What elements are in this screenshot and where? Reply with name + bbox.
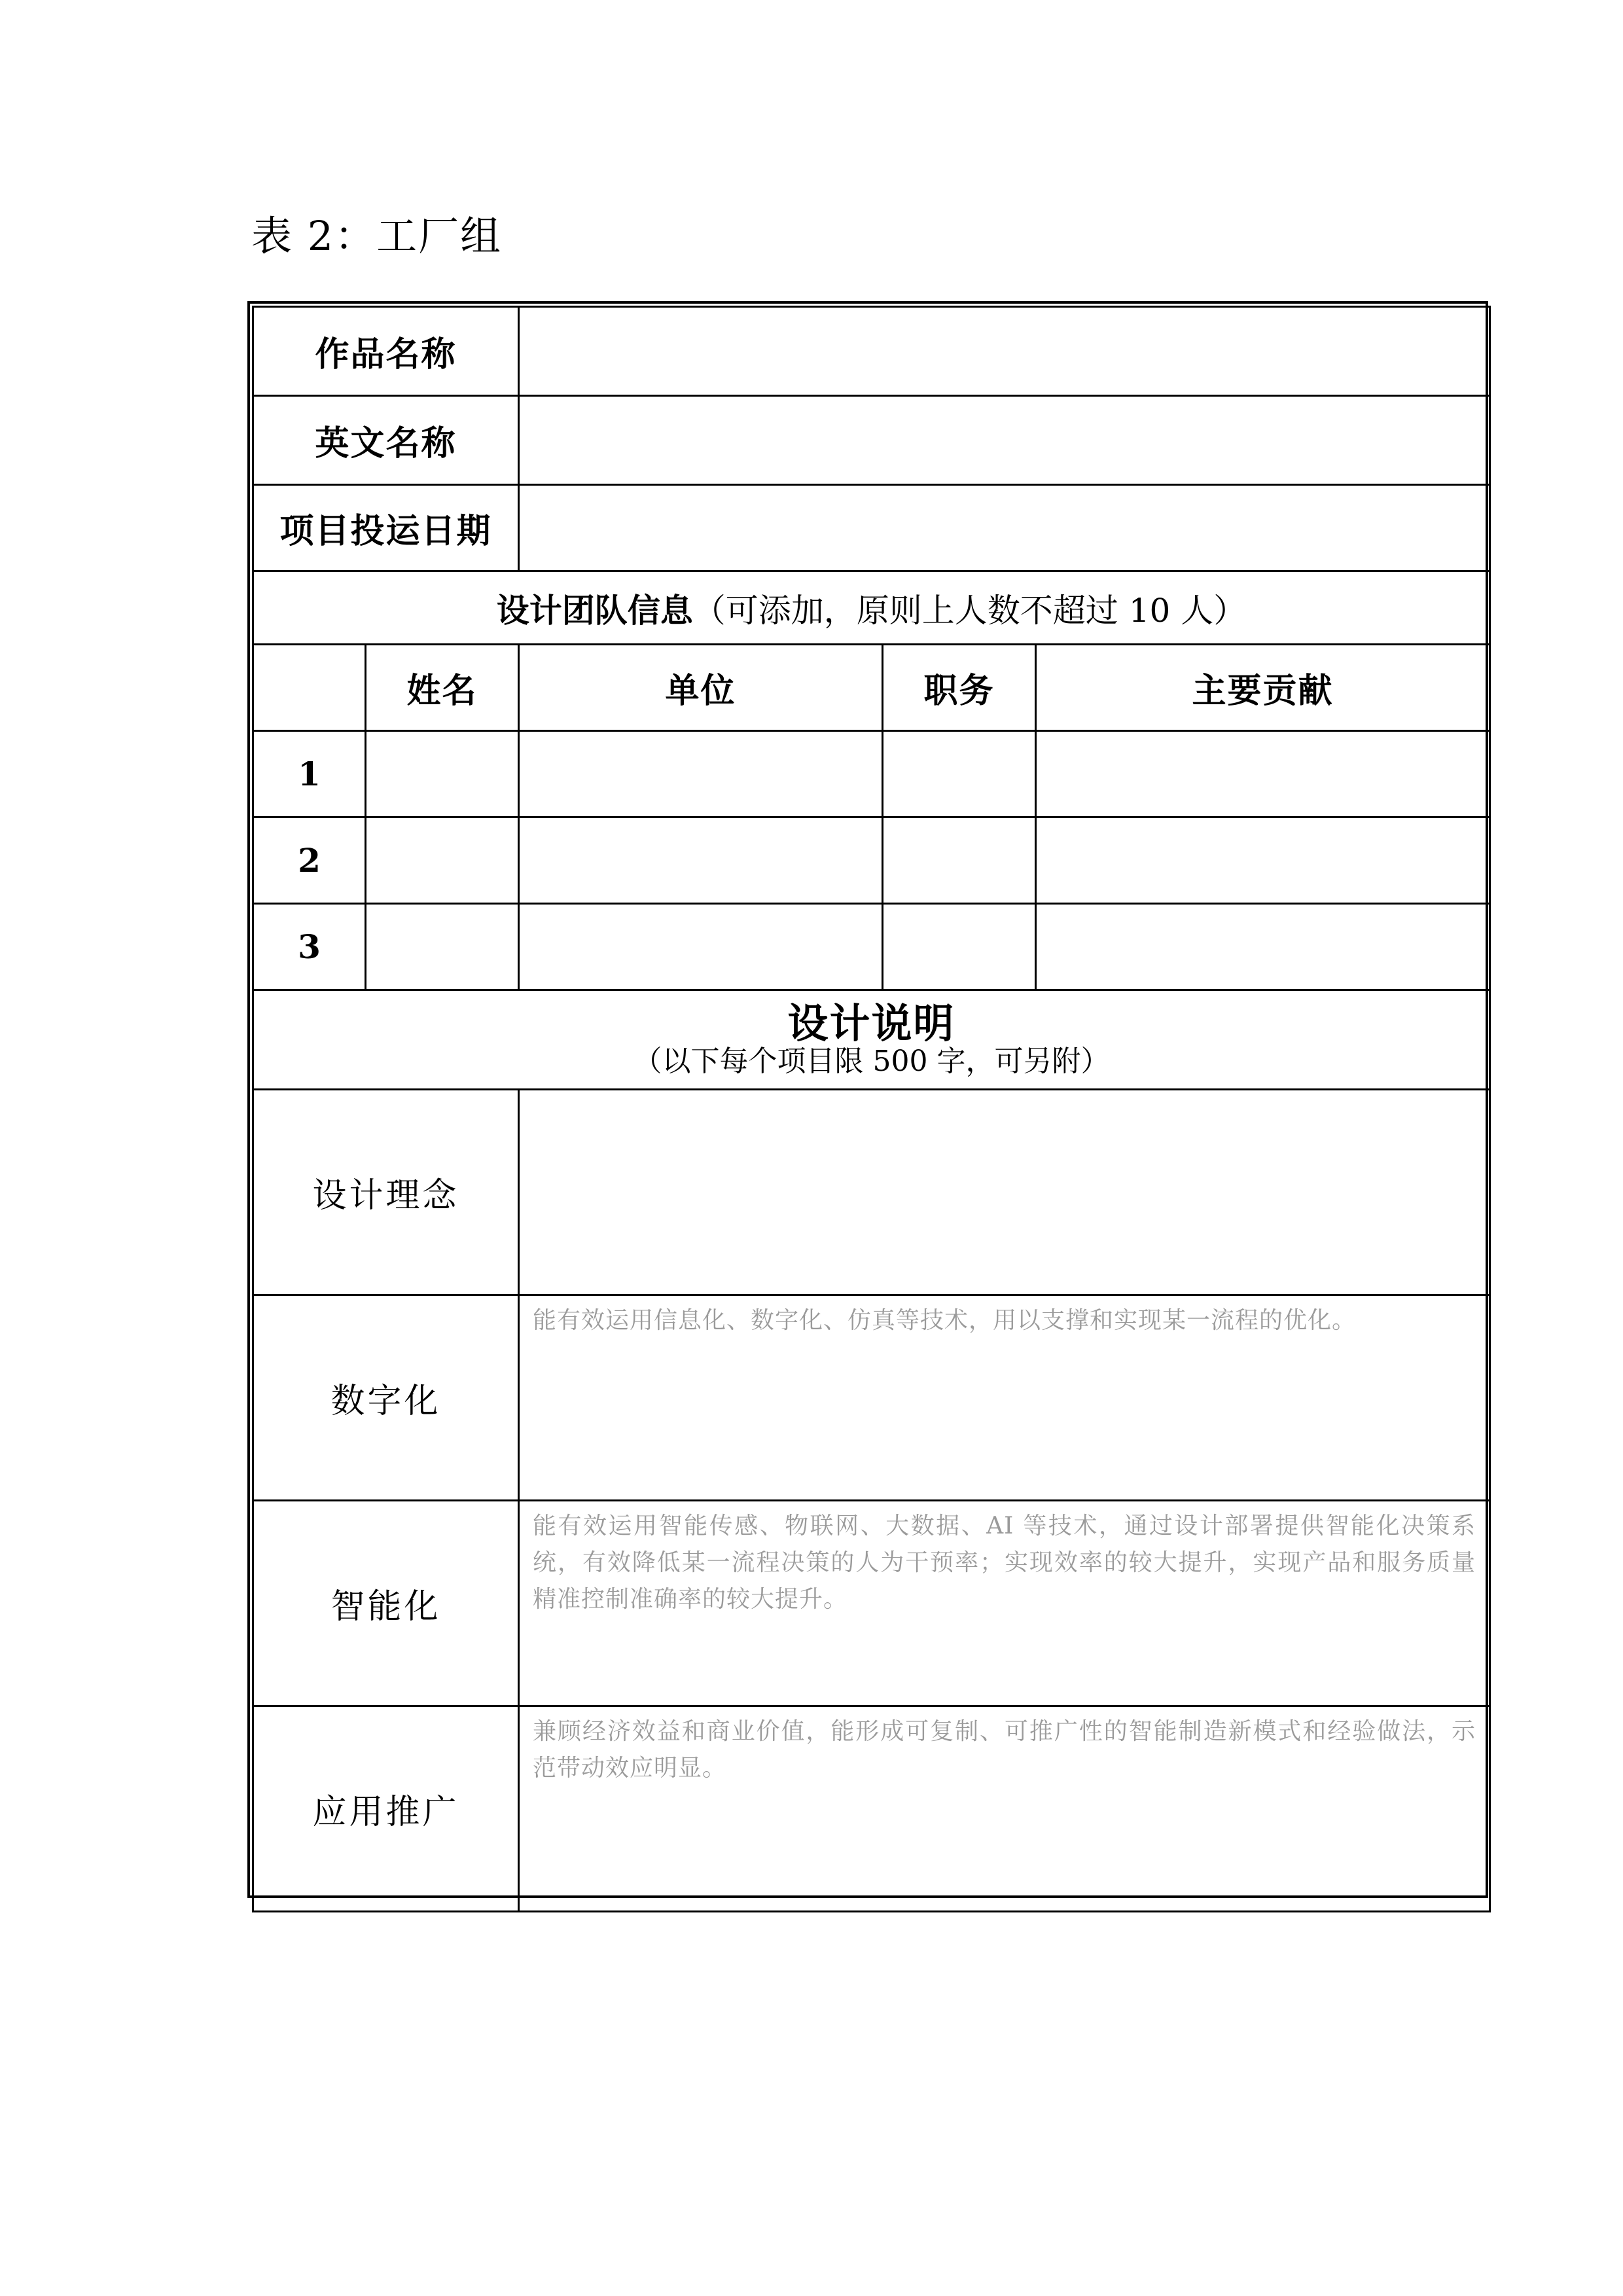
team-row-1-name-cell[interactable] bbox=[366, 731, 519, 817]
team-row-3-position-cell[interactable] bbox=[883, 904, 1036, 990]
team-row-number: 2 bbox=[253, 817, 366, 904]
operation-date-label: 项目投运日期 bbox=[253, 485, 519, 571]
team-column-header-name: 姓名 bbox=[366, 645, 519, 731]
intelligence-hint: 能有效运用智能传感、物联网、大数据、AI 等技术，通过设计部署提供智能化决策系统，有效降低某一流程决策的人为干预率；实现效率的较大提升，实现产品和服务质量精准控制准确率的较大提升。 bbox=[533, 1513, 1476, 1613]
team-row-2-unit-cell[interactable] bbox=[519, 817, 883, 904]
operation-date-field[interactable] bbox=[519, 485, 1490, 571]
team-row-2-contribution-cell[interactable] bbox=[1036, 817, 1490, 904]
team-row-number: 1 bbox=[253, 731, 366, 817]
design-description-title: 设计说明 bbox=[787, 999, 955, 1048]
page-heading: 表 2：工厂组 bbox=[251, 212, 503, 260]
team-row-3-contribution-cell[interactable] bbox=[1036, 904, 1490, 990]
team-info-note: （可添加，原则上人数不超过 10 人） bbox=[692, 591, 1247, 630]
team-column-header-contribution: 主要贡献 bbox=[1036, 645, 1490, 731]
team-row bbox=[253, 731, 1490, 817]
english-name-label: 英文名称 bbox=[253, 396, 519, 485]
team-row-2-position-cell[interactable] bbox=[883, 817, 1036, 904]
form-table bbox=[252, 306, 1491, 1912]
work-name-label: 作品名称 bbox=[253, 307, 519, 396]
intelligence-field[interactable] bbox=[519, 1501, 1490, 1706]
digitalization-hint: 能有效运用信息化、数字化、仿真等技术，用以支撑和实现某一流程的优化。 bbox=[533, 1307, 1357, 1334]
team-row-2-name-cell[interactable] bbox=[366, 817, 519, 904]
application-promotion-hint: 兼顾经济效益和商业价值，能形成可复制、可推广性的智能制造新模式和经验做法，示范带动效应明显。 bbox=[533, 1718, 1476, 1782]
team-info-header bbox=[253, 571, 1490, 645]
team-column-header-position: 职务 bbox=[883, 645, 1036, 731]
team-row-1-position-cell[interactable] bbox=[883, 731, 1036, 817]
team-row-1-contribution-cell[interactable] bbox=[1036, 731, 1490, 817]
team-column-header-unit: 单位 bbox=[519, 645, 883, 731]
design-concept-field[interactable] bbox=[519, 1090, 1490, 1295]
digitalization-field[interactable] bbox=[519, 1295, 1490, 1501]
team-row-3-name-cell[interactable] bbox=[366, 904, 519, 990]
design-concept-label: 设计理念 bbox=[253, 1090, 519, 1295]
team-column-header-index bbox=[253, 645, 366, 731]
team-row-3-unit-cell[interactable] bbox=[519, 904, 883, 990]
english-name-field[interactable] bbox=[519, 396, 1490, 485]
intelligence-label: 智能化 bbox=[253, 1501, 519, 1706]
work-name-field[interactable] bbox=[519, 307, 1490, 396]
team-row bbox=[253, 904, 1490, 990]
team-row-number: 3 bbox=[253, 904, 366, 990]
digitalization-label: 数字化 bbox=[253, 1295, 519, 1501]
team-info-title: 设计团队信息 bbox=[496, 590, 693, 630]
application-promotion-label: 应用推广 bbox=[253, 1706, 519, 1912]
factory-group-form bbox=[247, 301, 1488, 1898]
design-description-header bbox=[253, 990, 1490, 1090]
design-description-note: （以下每个项目限 500 字，可另附） bbox=[633, 1045, 1110, 1079]
team-row bbox=[253, 817, 1490, 904]
team-row-1-unit-cell[interactable] bbox=[519, 731, 883, 817]
application-promotion-field[interactable] bbox=[519, 1706, 1490, 1912]
